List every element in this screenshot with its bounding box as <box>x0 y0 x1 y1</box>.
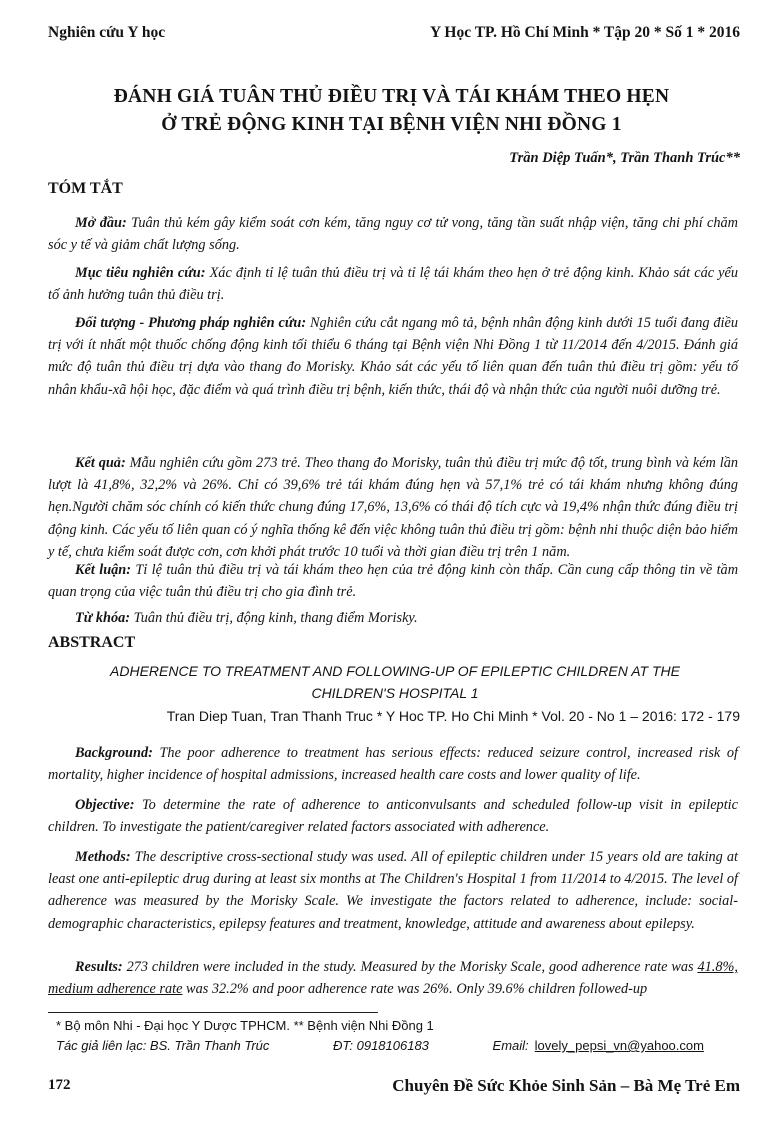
vn-label-objective: Mục tiêu nghiên cứu: <box>75 265 206 281</box>
vn-label-conclusion: Kết luận: <box>75 562 132 578</box>
vn-text-results: Mẫu nghiên cứu gồm 273 trẻ. Theo thang đo Morisky, tuân thủ điều trị mức độ tốt, trung bình và kém lần lượt là 41,8%, 32,2% và 26%. Chỉ có 39,6% trẻ tái khám đúng hẹn và 57,1% trẻ có tái khám nhưng không đúng hẹn.Người chăm sóc chính có kiến thức chung đúng 17,6%, 13,6% có thái độ tích cực và 19,4% nhận thức đúng điều trị động kinh. Các yếu tố liên quan có ý nghĩa thống kê đến việc không tuân thủ điều trị gồm: bệnh nhi thuộc diện bảo hiểm y tế, chưa kiểm soát được cơn, cơn khởi phát trước 10 tuổi và thời gian điều trị trên 1 năm. <box>48 455 738 560</box>
author-list: Trần Diệp Tuấn*, Trần Thanh Trúc** <box>509 150 740 166</box>
en-label-methods: Methods: <box>75 849 131 865</box>
vn-label-methods: Đối tượng - Phương pháp nghiên cứu: <box>75 315 307 331</box>
section-heading-vn-summary: TÓM TẮT <box>48 180 123 197</box>
en-text-results-underlined: 41.8%, medium adherence rate <box>48 959 738 998</box>
en-text-methods: The descriptive cross-sectional study was used. All of epileptic children under 15 years old are taking at least one anti-epileptic drug during at least six months at The Children's Hospital 1 from 11/2014 to 4/2015. The level of adherence was measured by the Morisky Scale. We investigate the factors related to adherence, include: social-demographic characteristics, epilepsy features and treatment, knowledge, attitude and awareness about epilepsy. <box>48 849 739 932</box>
vn-paragraph-conclusion <box>48 559 738 603</box>
vn-paragraph-objective <box>48 262 738 306</box>
vn-text-objective: Xác định tỉ lệ tuân thủ điều trị và tỉ lệ tái khám theo hẹn ở trẻ động kinh. Khảo sát các yếu tố ảnh hưởng tuân thủ điều trị. <box>48 265 738 304</box>
footnote-email-link[interactable]: lovely_pepsi_vn@yahoo.com <box>534 1038 704 1053</box>
en-label-background: Background: <box>75 745 153 761</box>
vn-text-methods: Nghiên cứu cắt ngang mô tả, bệnh nhân động kinh dưới 15 tuổi đang điều trị với ít nhất một thuốc chống động kinh tối thiểu 6 tháng tại Bệnh viện Nhi Đồng 1 từ 11/2014 đến 4/2015. Đánh giá mức độ tuân thủ điều trị dựa vào thang đo Morisky. Khảo sát các yếu tố liên quan đến tuân thủ điều trị gồm: yếu tố nhân khẩu-xã hội học, đặc điểm và quá trình điều trị bệnh, kiến thức, thái độ và nhận thức của người nuôi dưỡng trẻ. <box>48 315 738 398</box>
footnote-divider <box>48 1012 378 1013</box>
en-paragraph-objective <box>48 794 738 838</box>
footnote-contact <box>56 1038 704 1053</box>
en-text-results-part-a: 273 children were included in the study. Measured by the Morisky Scale, good adherence rate was <box>126 959 698 975</box>
abstract-title-line-1: ADHERENCE TO TREATMENT AND FOLLOWING-UP OF EPILEPTIC CHILDREN AT THE <box>110 663 680 679</box>
vn-paragraph-methods <box>48 312 738 401</box>
en-paragraph-background <box>48 742 738 786</box>
vn-label-keywords: Từ khóa: <box>75 610 131 626</box>
vn-label-introduction: Mở đầu: <box>75 215 127 231</box>
vn-paragraph-keywords <box>48 607 738 629</box>
vn-text-keywords: Tuân thủ điều trị, động kinh, thang điểm Morisky. <box>133 610 418 626</box>
vn-label-results: Kết quả: <box>75 455 126 471</box>
en-text-results-part-b: was 32.2% and poor adherence rate was 26%. Only 39.6% children followed-up <box>182 981 648 998</box>
abstract-citation: Tran Diep Tuan, Tran Thanh Truc * Y Hoc TP. Ho Chi Minh * Vol. 20 - No 1 – 2016: 172 - 179 <box>166 708 740 724</box>
running-header-right: Y Học TP. Hồ Chí Minh * Tập 20 * Số 1 * 2016 <box>429 24 740 41</box>
en-label-results: Results: <box>75 959 123 975</box>
en-paragraph-results <box>48 956 738 1000</box>
en-text-background: The poor adherence to treatment has serious effects: reduced seizure control, increased risk of mortality, higher incidence of hospital admissions, increased health care costs and lower quality of life. <box>48 745 738 784</box>
abstract-title-line-2: CHILDREN'S HOSPITAL 1 <box>311 685 479 701</box>
footnote-affiliation: * Bộ môn Nhi - Đại học Y Dược TPHCM. ** Bệnh viện Nhi Đồng 1 <box>56 1018 434 1033</box>
abstract-english-title <box>70 660 720 704</box>
vn-text-conclusion: Tỉ lệ tuân thủ điều trị và tái khám theo hẹn của trẻ động kinh còn thấp. Cần cung cấp thông tin về tầm quan trọng của việc tuân thủ điều trị cho gia đình trẻ. <box>48 562 739 601</box>
vn-paragraph-results <box>48 452 738 563</box>
footnote-phone: ĐT: 0918106183 <box>333 1038 429 1053</box>
running-header-left: Nghiên cứu Y học <box>48 24 166 41</box>
en-paragraph-methods <box>48 846 738 935</box>
article-title-line-2: Ở TRẺ ĐỘNG KINH TẠI BỆNH VIỆN NHI ĐỒNG 1 <box>161 114 622 135</box>
footnote-contact-author: Tác giả liên lạc: BS. Trần Thanh Trúc <box>56 1038 270 1053</box>
article-title-line-1: ĐÁNH GIÁ TUÂN THỦ ĐIỀU TRỊ VÀ TÁI KHÁM THEO HẸN <box>113 86 670 107</box>
page-number: 172 <box>48 1077 71 1093</box>
vn-paragraph-introduction <box>48 212 738 256</box>
section-heading-abstract: ABSTRACT <box>48 634 136 651</box>
en-text-objective: To determine the rate of adherence to anticonvulsants and scheduled follow-up visit in epileptic children. To investigate the patient/caregiver related factors associated with adherence. <box>48 797 738 836</box>
vn-text-introduction: Tuân thủ kém gây kiểm soát cơn kém, tăng nguy cơ tử vong, tăng tần suất nhập viện, tăng chi phí chăm sóc y tế và giảm chất lượng sống. <box>48 215 739 254</box>
en-label-objective: Objective: <box>75 797 135 813</box>
footnote-email-label: Email: <box>492 1038 529 1053</box>
running-footer-journal: Chuyên Đề Sức Khỏe Sinh Sản – Bà Mẹ Trẻ Em <box>392 1076 740 1095</box>
